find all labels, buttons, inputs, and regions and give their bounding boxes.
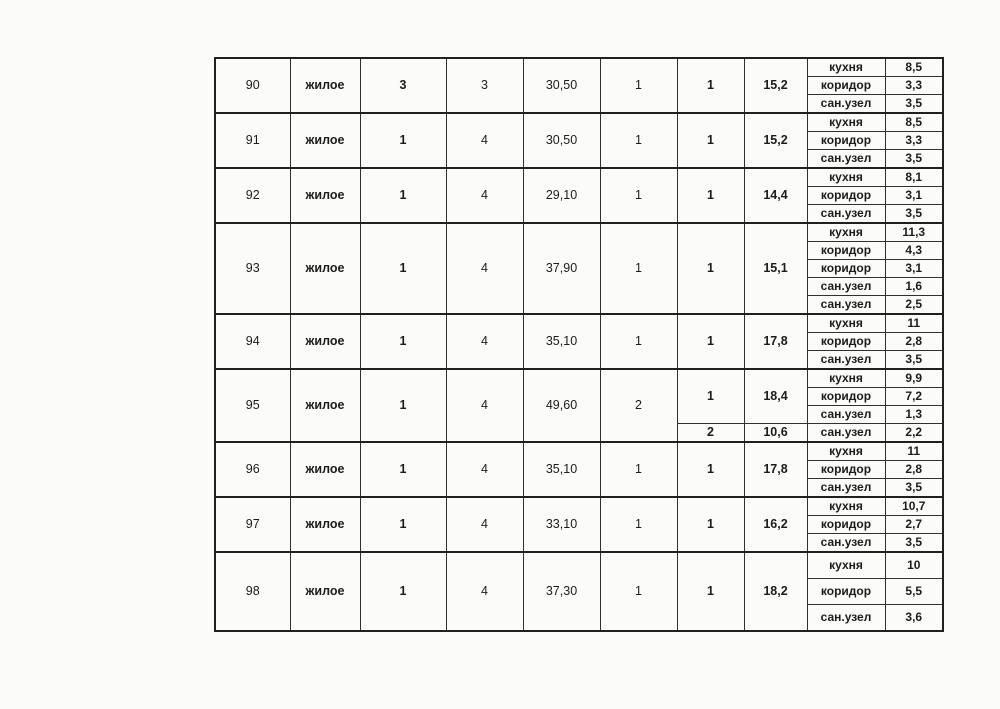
room-area-cell: 3,1 — [885, 260, 943, 278]
room-name-cell: кухня — [807, 58, 885, 77]
living-room-number-cell: 1 — [677, 113, 744, 168]
room-area-cell: 3,5 — [885, 95, 943, 114]
living-room-area-cell: 18,2 — [744, 552, 807, 631]
room-area-cell: 1,6 — [885, 278, 943, 296]
room-name-cell: коридор — [807, 187, 885, 205]
room-name-cell: сан.узел — [807, 605, 885, 632]
total-area-cell: 35,10 — [523, 442, 600, 497]
apartment-col4-cell: 4 — [446, 497, 523, 552]
room-area-cell: 9,9 — [885, 369, 943, 388]
room-name-cell: коридор — [807, 132, 885, 150]
apartment-type-cell: жилое — [290, 58, 360, 113]
apartment-number-cell: 90 — [215, 58, 290, 113]
room-area-cell: 2,2 — [885, 424, 943, 443]
room-name-cell: коридор — [807, 388, 885, 406]
living-room-area-cell: 15,2 — [744, 113, 807, 168]
room-area-cell: 7,2 — [885, 388, 943, 406]
room-area-cell: 2,5 — [885, 296, 943, 315]
table-row — [215, 113, 943, 132]
total-area-cell: 30,50 — [523, 58, 600, 113]
living-room-number-cell: 1 — [677, 168, 744, 223]
living-room-area-cell: 15,1 — [744, 223, 807, 314]
room-area-cell: 8,5 — [885, 58, 943, 77]
room-name-cell: сан.узел — [807, 95, 885, 114]
living-room-area-cell: 17,8 — [744, 314, 807, 369]
room-area-cell: 2,8 — [885, 461, 943, 479]
total-area-cell: 33,10 — [523, 497, 600, 552]
living-room-count-cell: 1 — [600, 552, 677, 631]
room-area-cell: 10 — [885, 552, 943, 579]
room-name-cell: сан.узел — [807, 351, 885, 370]
room-name-cell: сан.узел — [807, 278, 885, 296]
apartment-number-cell: 96 — [215, 442, 290, 497]
living-room-count-cell: 1 — [600, 223, 677, 314]
apartment-type-cell: жилое — [290, 113, 360, 168]
room-name-cell: сан.узел — [807, 406, 885, 424]
living-room-count-cell: 1 — [600, 497, 677, 552]
room-name-cell: коридор — [807, 77, 885, 95]
living-room-number-cell: 1 — [677, 369, 744, 424]
room-area-cell: 3,3 — [885, 77, 943, 95]
room-area-cell: 3,5 — [885, 351, 943, 370]
room-area-cell: 2,7 — [885, 516, 943, 534]
room-name-cell: коридор — [807, 260, 885, 278]
room-name-cell: сан.узел — [807, 424, 885, 443]
room-area-cell: 11 — [885, 442, 943, 461]
table-row — [215, 442, 943, 461]
living-room-count-cell: 1 — [600, 314, 677, 369]
apartment-type-cell: жилое — [290, 369, 360, 442]
total-area-cell: 35,10 — [523, 314, 600, 369]
room-area-cell: 11,3 — [885, 223, 943, 242]
apartment-col3-cell: 1 — [360, 168, 446, 223]
room-name-cell: коридор — [807, 516, 885, 534]
apartment-number-cell: 91 — [215, 113, 290, 168]
room-name-cell: кухня — [807, 497, 885, 516]
apartment-number-cell: 98 — [215, 552, 290, 631]
apartment-col3-cell: 1 — [360, 369, 446, 442]
room-name-cell: кухня — [807, 442, 885, 461]
apartment-type-cell: жилое — [290, 552, 360, 631]
room-area-cell: 2,8 — [885, 333, 943, 351]
living-room-number-cell: 1 — [677, 223, 744, 314]
room-area-cell: 3,5 — [885, 534, 943, 553]
table-row — [215, 497, 943, 516]
room-area-cell: 3,5 — [885, 150, 943, 169]
apartment-col3-cell: 1 — [360, 497, 446, 552]
apartment-type-cell: жилое — [290, 314, 360, 369]
living-room-count-cell: 2 — [600, 369, 677, 442]
room-name-cell: кухня — [807, 552, 885, 579]
table-row — [215, 223, 943, 242]
living-room-area-cell: 15,2 — [744, 58, 807, 113]
apartment-table — [214, 57, 944, 632]
living-room-area-cell: 14,4 — [744, 168, 807, 223]
room-name-cell: сан.узел — [807, 296, 885, 315]
living-room-area-cell: 17,8 — [744, 442, 807, 497]
apartment-col3-cell: 1 — [360, 552, 446, 631]
apartment-col4-cell: 3 — [446, 58, 523, 113]
living-room-area-cell: 18,4 — [744, 369, 807, 424]
living-room-number-cell: 1 — [677, 314, 744, 369]
apartment-number-cell: 97 — [215, 497, 290, 552]
living-room-count-cell: 1 — [600, 442, 677, 497]
apartment-col4-cell: 4 — [446, 442, 523, 497]
room-name-cell: коридор — [807, 579, 885, 605]
apartment-col3-cell: 1 — [360, 314, 446, 369]
apartment-col3-cell: 3 — [360, 58, 446, 113]
living-room-number-cell: 1 — [677, 442, 744, 497]
room-name-cell: коридор — [807, 242, 885, 260]
table-row — [215, 552, 943, 579]
total-area-cell: 30,50 — [523, 113, 600, 168]
living-room-count-cell: 1 — [600, 113, 677, 168]
room-name-cell: кухня — [807, 223, 885, 242]
room-area-cell: 8,1 — [885, 168, 943, 187]
table-row — [215, 369, 943, 388]
room-name-cell: сан.узел — [807, 205, 885, 224]
table-row — [215, 168, 943, 187]
living-room-count-cell: 1 — [600, 168, 677, 223]
table-row — [215, 58, 943, 77]
room-name-cell: сан.узел — [807, 479, 885, 498]
room-area-cell: 3,6 — [885, 605, 943, 632]
room-name-cell: кухня — [807, 314, 885, 333]
total-area-cell: 37,30 — [523, 552, 600, 631]
living-room-number-cell: 2 — [677, 424, 744, 443]
room-name-cell: кухня — [807, 369, 885, 388]
apartment-col4-cell: 4 — [446, 168, 523, 223]
apartment-col4-cell: 4 — [446, 552, 523, 631]
room-name-cell: сан.узел — [807, 534, 885, 553]
apartment-number-cell: 93 — [215, 223, 290, 314]
room-area-cell: 4,3 — [885, 242, 943, 260]
apartment-type-cell: жилое — [290, 223, 360, 314]
room-name-cell: коридор — [807, 461, 885, 479]
apartment-col4-cell: 4 — [446, 314, 523, 369]
room-area-cell: 3,5 — [885, 205, 943, 224]
apartment-type-cell: жилое — [290, 442, 360, 497]
apartment-number-cell: 95 — [215, 369, 290, 442]
room-area-cell: 8,5 — [885, 113, 943, 132]
apartment-col3-cell: 1 — [360, 113, 446, 168]
room-area-cell: 1,3 — [885, 406, 943, 424]
apartment-col3-cell: 1 — [360, 223, 446, 314]
table-row — [215, 314, 943, 333]
apartment-type-cell: жилое — [290, 168, 360, 223]
total-area-cell: 37,90 — [523, 223, 600, 314]
living-room-number-cell: 1 — [677, 552, 744, 631]
apartment-col3-cell: 1 — [360, 442, 446, 497]
room-area-cell: 3,5 — [885, 479, 943, 498]
apartment-number-cell: 94 — [215, 314, 290, 369]
apartment-col4-cell: 4 — [446, 369, 523, 442]
room-name-cell: кухня — [807, 113, 885, 132]
apartment-type-cell: жилое — [290, 497, 360, 552]
room-area-cell: 5,5 — [885, 579, 943, 605]
room-area-cell: 3,1 — [885, 187, 943, 205]
total-area-cell: 49,60 — [523, 369, 600, 442]
apartment-number-cell: 92 — [215, 168, 290, 223]
apartment-col4-cell: 4 — [446, 223, 523, 314]
living-room-area-cell: 10,6 — [744, 424, 807, 443]
room-name-cell: сан.узел — [807, 150, 885, 169]
room-name-cell: коридор — [807, 333, 885, 351]
living-room-number-cell: 1 — [677, 497, 744, 552]
apartment-col4-cell: 4 — [446, 113, 523, 168]
room-area-cell: 3,3 — [885, 132, 943, 150]
living-room-number-cell: 1 — [677, 58, 744, 113]
room-name-cell: кухня — [807, 168, 885, 187]
living-room-area-cell: 16,2 — [744, 497, 807, 552]
room-area-cell: 10,7 — [885, 497, 943, 516]
room-area-cell: 11 — [885, 314, 943, 333]
living-room-count-cell: 1 — [600, 58, 677, 113]
total-area-cell: 29,10 — [523, 168, 600, 223]
